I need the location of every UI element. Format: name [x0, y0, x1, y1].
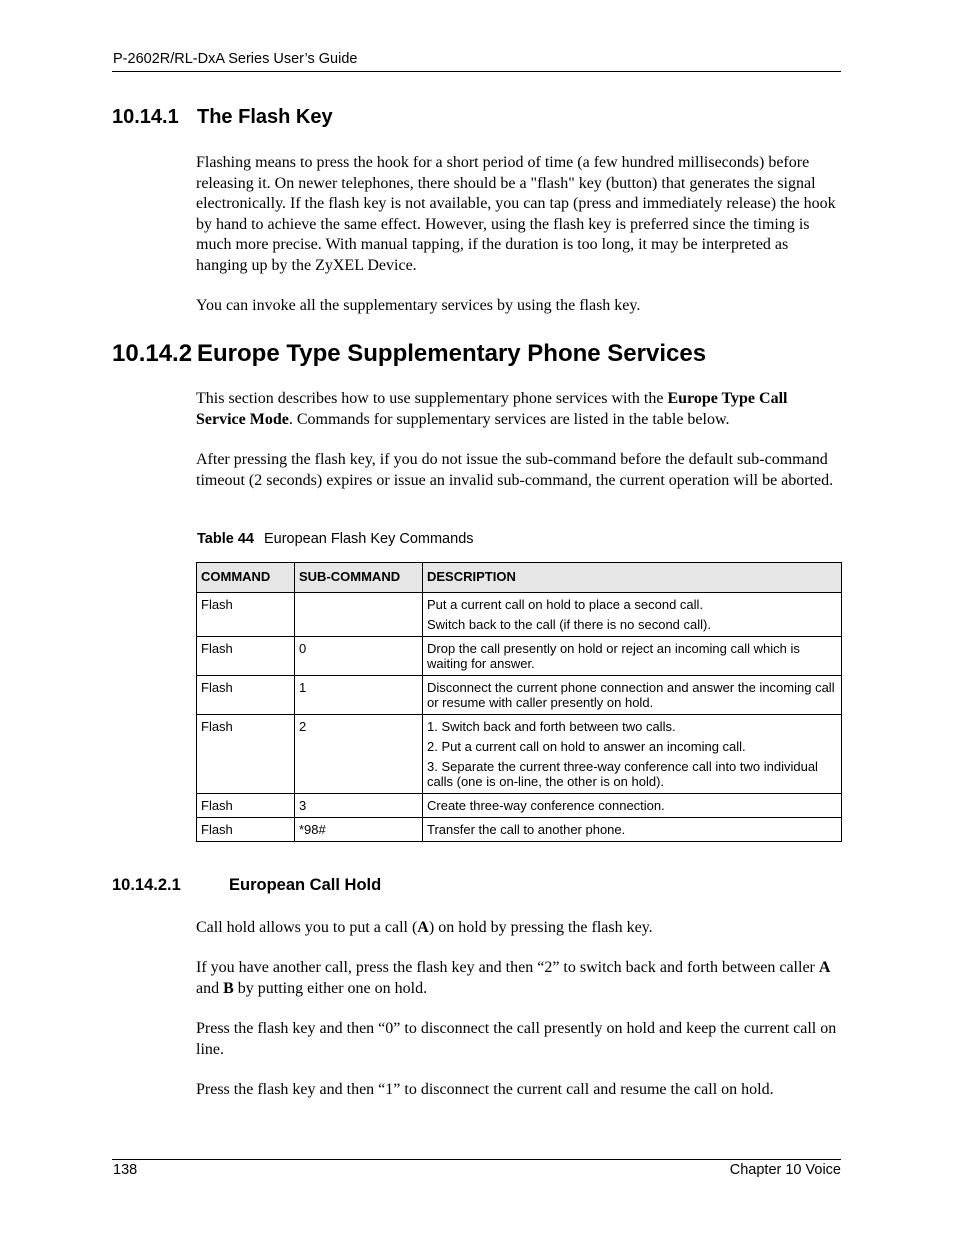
cell-description: Put a current call on hold to place a second call. Switch back to the call (if there is no second call). [423, 593, 842, 637]
cell-command: Flash [197, 818, 295, 842]
table-caption-text: European Flash Key Commands [263, 531, 474, 547]
paragraph-switch-calls: If you have another call, press the flash key and then “2” to switch back and forth between caller A and B by putting either one on hold. [196, 959, 831, 997]
page-number: 138 [113, 1162, 138, 1178]
cell-sub-command: 3 [295, 794, 423, 818]
column-header-sub-command: SUB-COMMAND [295, 563, 423, 593]
cell-description: Disconnect the current phone connection and answer the incoming call or resume with caller presently on hold. [423, 676, 842, 715]
cell-description: Drop the call presently on hold or reject an incoming call which is waiting for answer. [423, 637, 842, 676]
section-title: European Call Hold [229, 876, 382, 894]
paragraph-disconnect-current: Press the flash key and then “1” to disconnect the current call and resume the call on hold. [196, 1081, 774, 1098]
table-row [197, 715, 842, 794]
cell-sub-command: 0 [295, 637, 423, 676]
cell-command: Flash [197, 637, 295, 676]
table-row [197, 818, 842, 842]
table-row [197, 593, 842, 637]
cell-description: Transfer the call to another phone. [423, 818, 842, 842]
paragraph-flash-definition: Flashing means to press the hook for a short period of time (a few hundred milliseconds) before releasing it. On newer telephones, there should be a "flash" key (button) that generates the signal electronically. If the flash key is not available, you can tap (press and immediately release) the hook by hand to achieve the same effect. However, using the flash key is preferred since the timing is much more precise. With manual tapping, if the duration is too long, it may be interpreted as hanging up by the ZyXEL Device. [196, 154, 836, 274]
cell-description: Create three-way conference connection. [423, 794, 842, 818]
paragraph-europe-intro: This section describes how to use supplementary phone services with the Europe Type Call Service Mode. Commands for supplementary services are listed in the table below. [196, 390, 788, 428]
bold-mode-name: Europe Type Call Service Mode [196, 390, 788, 428]
table-header-row [197, 563, 842, 593]
cell-command: Flash [197, 794, 295, 818]
table-caption-label: Table 44 [197, 531, 254, 547]
section-number: 10.14.2 [112, 340, 193, 367]
cell-sub-command: *98# [295, 818, 423, 842]
table-row [197, 637, 842, 676]
running-header: P-2602R/RL-DxA Series User’s Guide [113, 51, 358, 67]
paragraph-flash-invoke: You can invoke all the supplementary services by using the flash key. [196, 297, 641, 314]
section-title: Europe Type Supplementary Phone Services [197, 340, 707, 367]
paragraph-disconnect-held: Press the flash key and then “0” to disconnect the call presently on hold and keep the current call on line. [196, 1020, 837, 1058]
section-number: 10.14.1 [112, 106, 179, 128]
column-header-description: DESCRIPTION [423, 563, 842, 593]
paragraph-timeout: After pressing the flash key, if you do not issue the sub-command before the default sub-command timeout (2 seconds) expires or issue an invalid sub-command, the current operation will be aborted. [196, 451, 834, 489]
cell-sub-command: 2 [295, 715, 423, 794]
table-caption [197, 531, 474, 547]
table-row [197, 676, 842, 715]
section-title: The Flash Key [197, 106, 333, 128]
cell-description: 1. Switch back and forth between two calls. 2. Put a current call on hold to answer an incoming call. 3. Separate the current three-way conference call into two individual calls (one is on-line, the other is on hold). [423, 715, 842, 794]
table-row [197, 794, 842, 818]
column-header-command: COMMAND [197, 563, 295, 593]
section-number: 10.14.2.1 [112, 876, 181, 894]
cell-command: Flash [197, 715, 295, 794]
paragraph-call-hold: Call hold allows you to put a call (A) on hold by pressing the flash key. [196, 919, 653, 936]
footer-divider [112, 1159, 841, 1160]
subsection-heading-call-hold [112, 876, 381, 895]
header-divider [112, 71, 841, 72]
cell-command: Flash [197, 593, 295, 637]
chapter-label: Chapter 10 Voice [729, 1162, 841, 1178]
cell-sub-command [295, 593, 423, 637]
section-heading-flash-key [112, 106, 333, 129]
cell-command: Flash [197, 676, 295, 715]
section-heading-europe-type [112, 340, 706, 368]
flash-key-commands-table [196, 562, 842, 842]
cell-sub-command: 1 [295, 676, 423, 715]
